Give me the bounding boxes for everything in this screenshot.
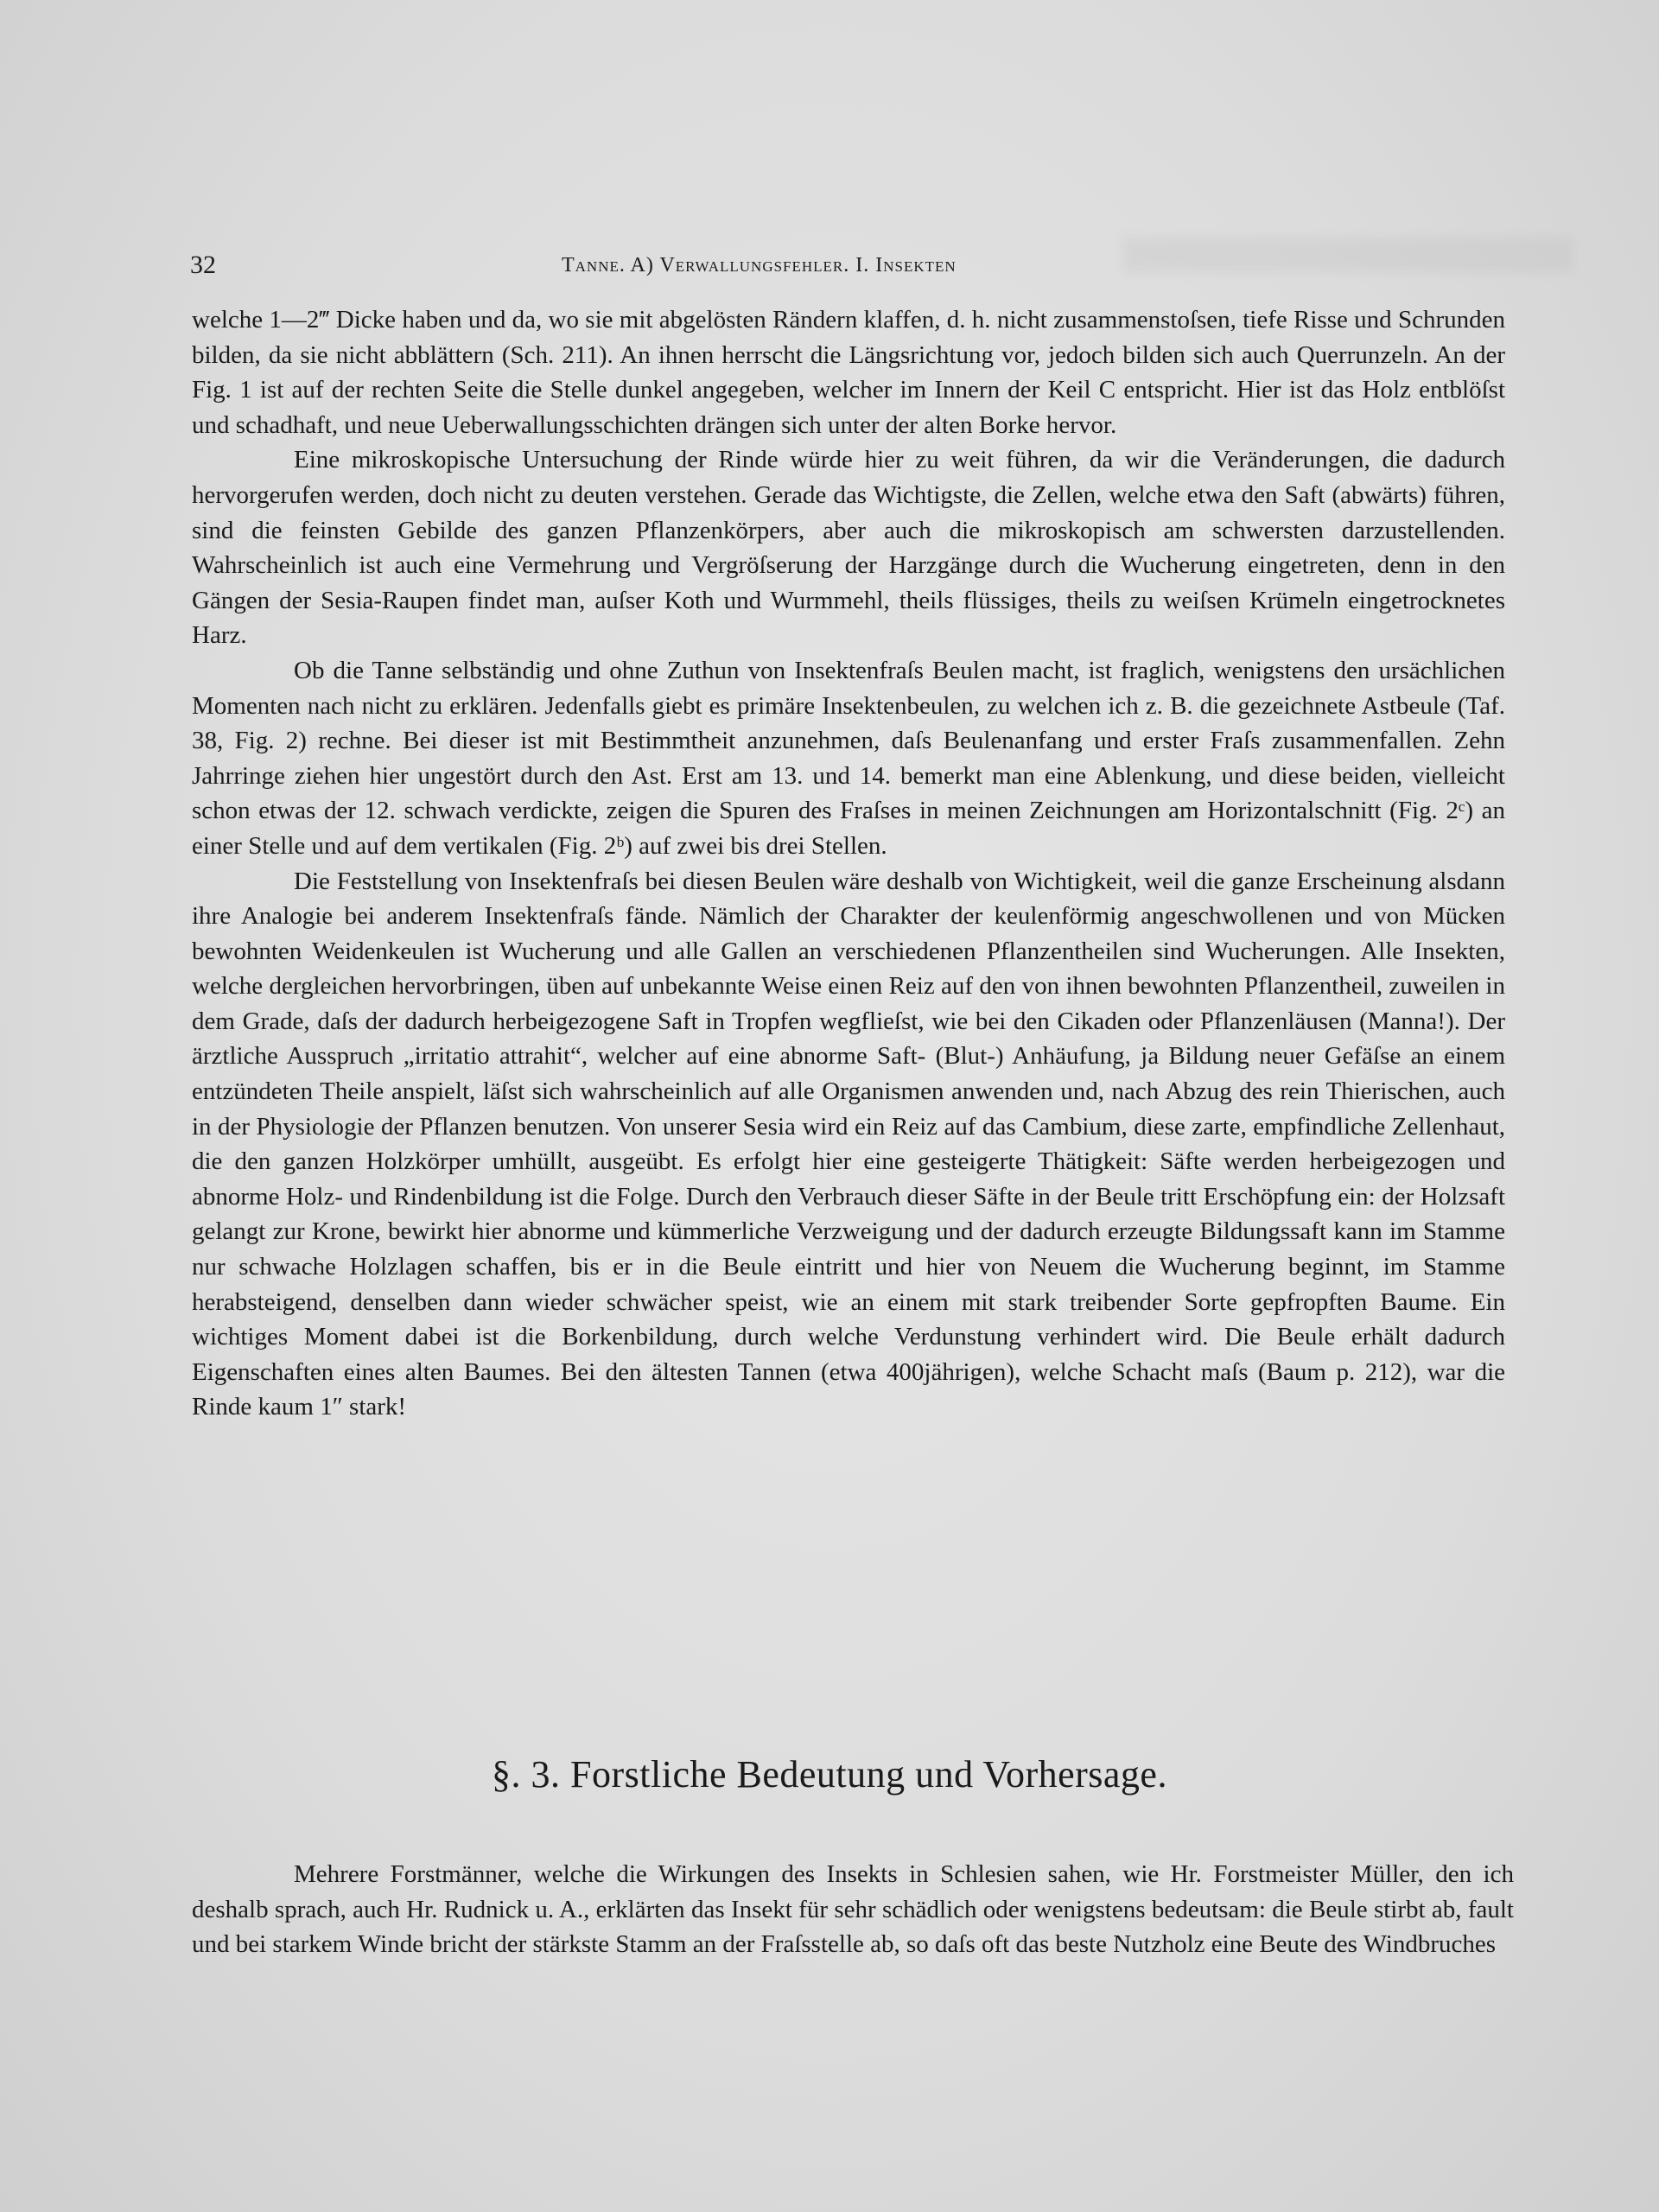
paragraph-3: Ob die Tanne selbständig und ohne Zuthun von Insektenfraſs Beulen macht, ist fraglich, wenigstens den ursächlichen Momenten nach nicht zu erklären. Jedenfalls giebt es primäre Insektenbeulen, zu welchen ich z. B. die gezeichnete Astbeule (Taf. 38, Fig. 2) rechne. Bei dieser ist mit Bestimmtheit anzunehmen, daſs Beulenanfang und erster Fraſs zusammenfallen. Zehn Jahrringe ziehen hier ungestört durch den Ast. Erst am 13. und 14. bemerkt man eine Ablenkung, und diese beiden, vielleicht schon etwas der 12. schwach verdickte, zeigen die Spuren des Fraſses in meinen Zeichnungen am Horizontalschnitt (Fig. 2ᶜ) an einer Stelle und auf dem vertikalen (Fig. 2ᵇ) auf zwei bis drei Stellen. [192,656,1505,860]
paragraph-2: Eine mikroskopische Untersuchung der Rinde würde hier zu weit führen, da wir die Veränderungen, die dadurch hervorgerufen werden, doch nicht zu deuten verstehen. Gerade das Wichtigste, die Zellen, welche etwa den Saft (abwärts) führen, sind die feinsten Gebilde des ganzen Pflanzenkörpers, aber auch die mikroskopisch am schwersten darzustellenden. Wahrscheinlich ist auch eine Vermehrung und Vergröſserung der Harzgänge durch die Wucherung eingetreten, denn in den Gängen der Sesia-Raupen findet man, auſser Koth und Wurmmehl, theils flüssiges, theils zu weiſsen Krümeln eingetrocknetes Harz. [192,446,1505,650]
paragraph-1: welche 1—2‴ Dicke haben und da, wo sie mit abgelösten Rändern klaffen, d. h. nicht zusammenstoſsen, tiefe Risse und Schrunden bilden, da sie nicht abblättern (Sch. 211). An ihnen herrscht die Längsrichtung vor, jedoch bilden sich auch Querrunzeln. An der Fig. 1 ist auf der rechten Seite die Stelle dunkel angegeben, welcher im Innern der Keil C entspricht. Hier ist das Holz entblöſst und schadhaft, und neue Ueberwallungsschichten drängen sich unter der alten Borke hervor. [192,306,1505,439]
paragraph-4: Die Feststellung von Insektenfraſs bei diesen Beulen wäre deshalb von Wichtigkeit, weil die ganze Erscheinung alsdann ihre Analogie bei anderem Insektenfraſs fände. Nämlich der Charakter der keulenförmig angeschwollenen und von Mücken bewohnten Weidenkeulen ist Wucherung und alle Gallen an verschiedenen Pflanzentheilen sind Wucherungen. Alle Insekten, welche dergleichen hervorbringen, üben auf unbekannte Weise einen Reiz auf den von ihnen bewohnten Pflanzentheil, zuweilen in dem Grade, daſs der dadurch herbeigezogene Saft in Tropfen wegflieſst, wie bei den Cikaden oder Pflanzenläusen (Manna!). Der ärztliche Ausspruch „irritatio attrahit“, welcher auf eine abnorme Saft- (Blut-) Anhäufung, ja Bildung neuer Gefäſse an einem entzündeten Theile anspielt, läſst sich wahrscheinlich auf alle Organismen anwenden und, nach Abzug des rein Thierischen, auch in der Physiologie der Pflanzen benutzen. Von unserer Sesia wird ein Reiz auf das Cambium, diese zarte, empfindliche Zellenhaut, die den ganzen Holzkörper umhüllt, ausgeübt. Es erfolgt hier eine gesteigerte Thätigkeit: Säfte werden herbeigezogen und abnorme Holz- und Rindenbildung ist die Folge. Durch den Verbrauch dieser Säfte in der Beule tritt Erschöpfung ein: der Holzsaft gelangt zur Krone, bewirkt hier abnorme und kümmerliche Verzweigung und der dadurch erzeugte Bildungssaft kann im Stamme nur schwache Holzlagen schaffen, bis er in die Beule eintritt und hier von Neuem die Wucherung beginnt, im Stamme herabsteigend, denselben dann wieder schwächer speist, wie an einem mit stark treibender Sorte gepfropften Baume. Ein wichtiges Moment dabei ist die Borkenbildung, durch welche Verdunstung verhindert wird. Die Beule erhält dadurch Eigenschaften eines alten Baumes. Bei den ältesten Tannen (etwa 400jährigen), welche Schacht maſs (Baum p. 212), war die Rinde kaum 1″ stark! [192,867,1505,1421]
page-header [190,251,1521,285]
section-paragraph: Mehrere Forstmänner, welche die Wirkungen des Insekts in Schlesien sahen, wie Hr. Forstmeister Müller, den ich deshalb sprach, auch Hr. Rudnick u. A., erklärten das Insekt für sehr schädlich oder wenigstens bedeutsam: die Beule stirbt ab, fault und bei starkem Winde bricht der stärkste Stamm an der Fraſsstelle ab, so daſs oft das beste Nutzholz eine Beute des Windbruches [192,1860,1514,1959]
main-text [192,302,1505,1425]
page-number: 32 [190,251,216,279]
running-head: Tanne. A) Verwallungsfehler. I. Insekten [562,254,957,276]
section-heading: §. 3. Forstliche Bedeutung und Vorhersage. [492,1753,1167,1796]
